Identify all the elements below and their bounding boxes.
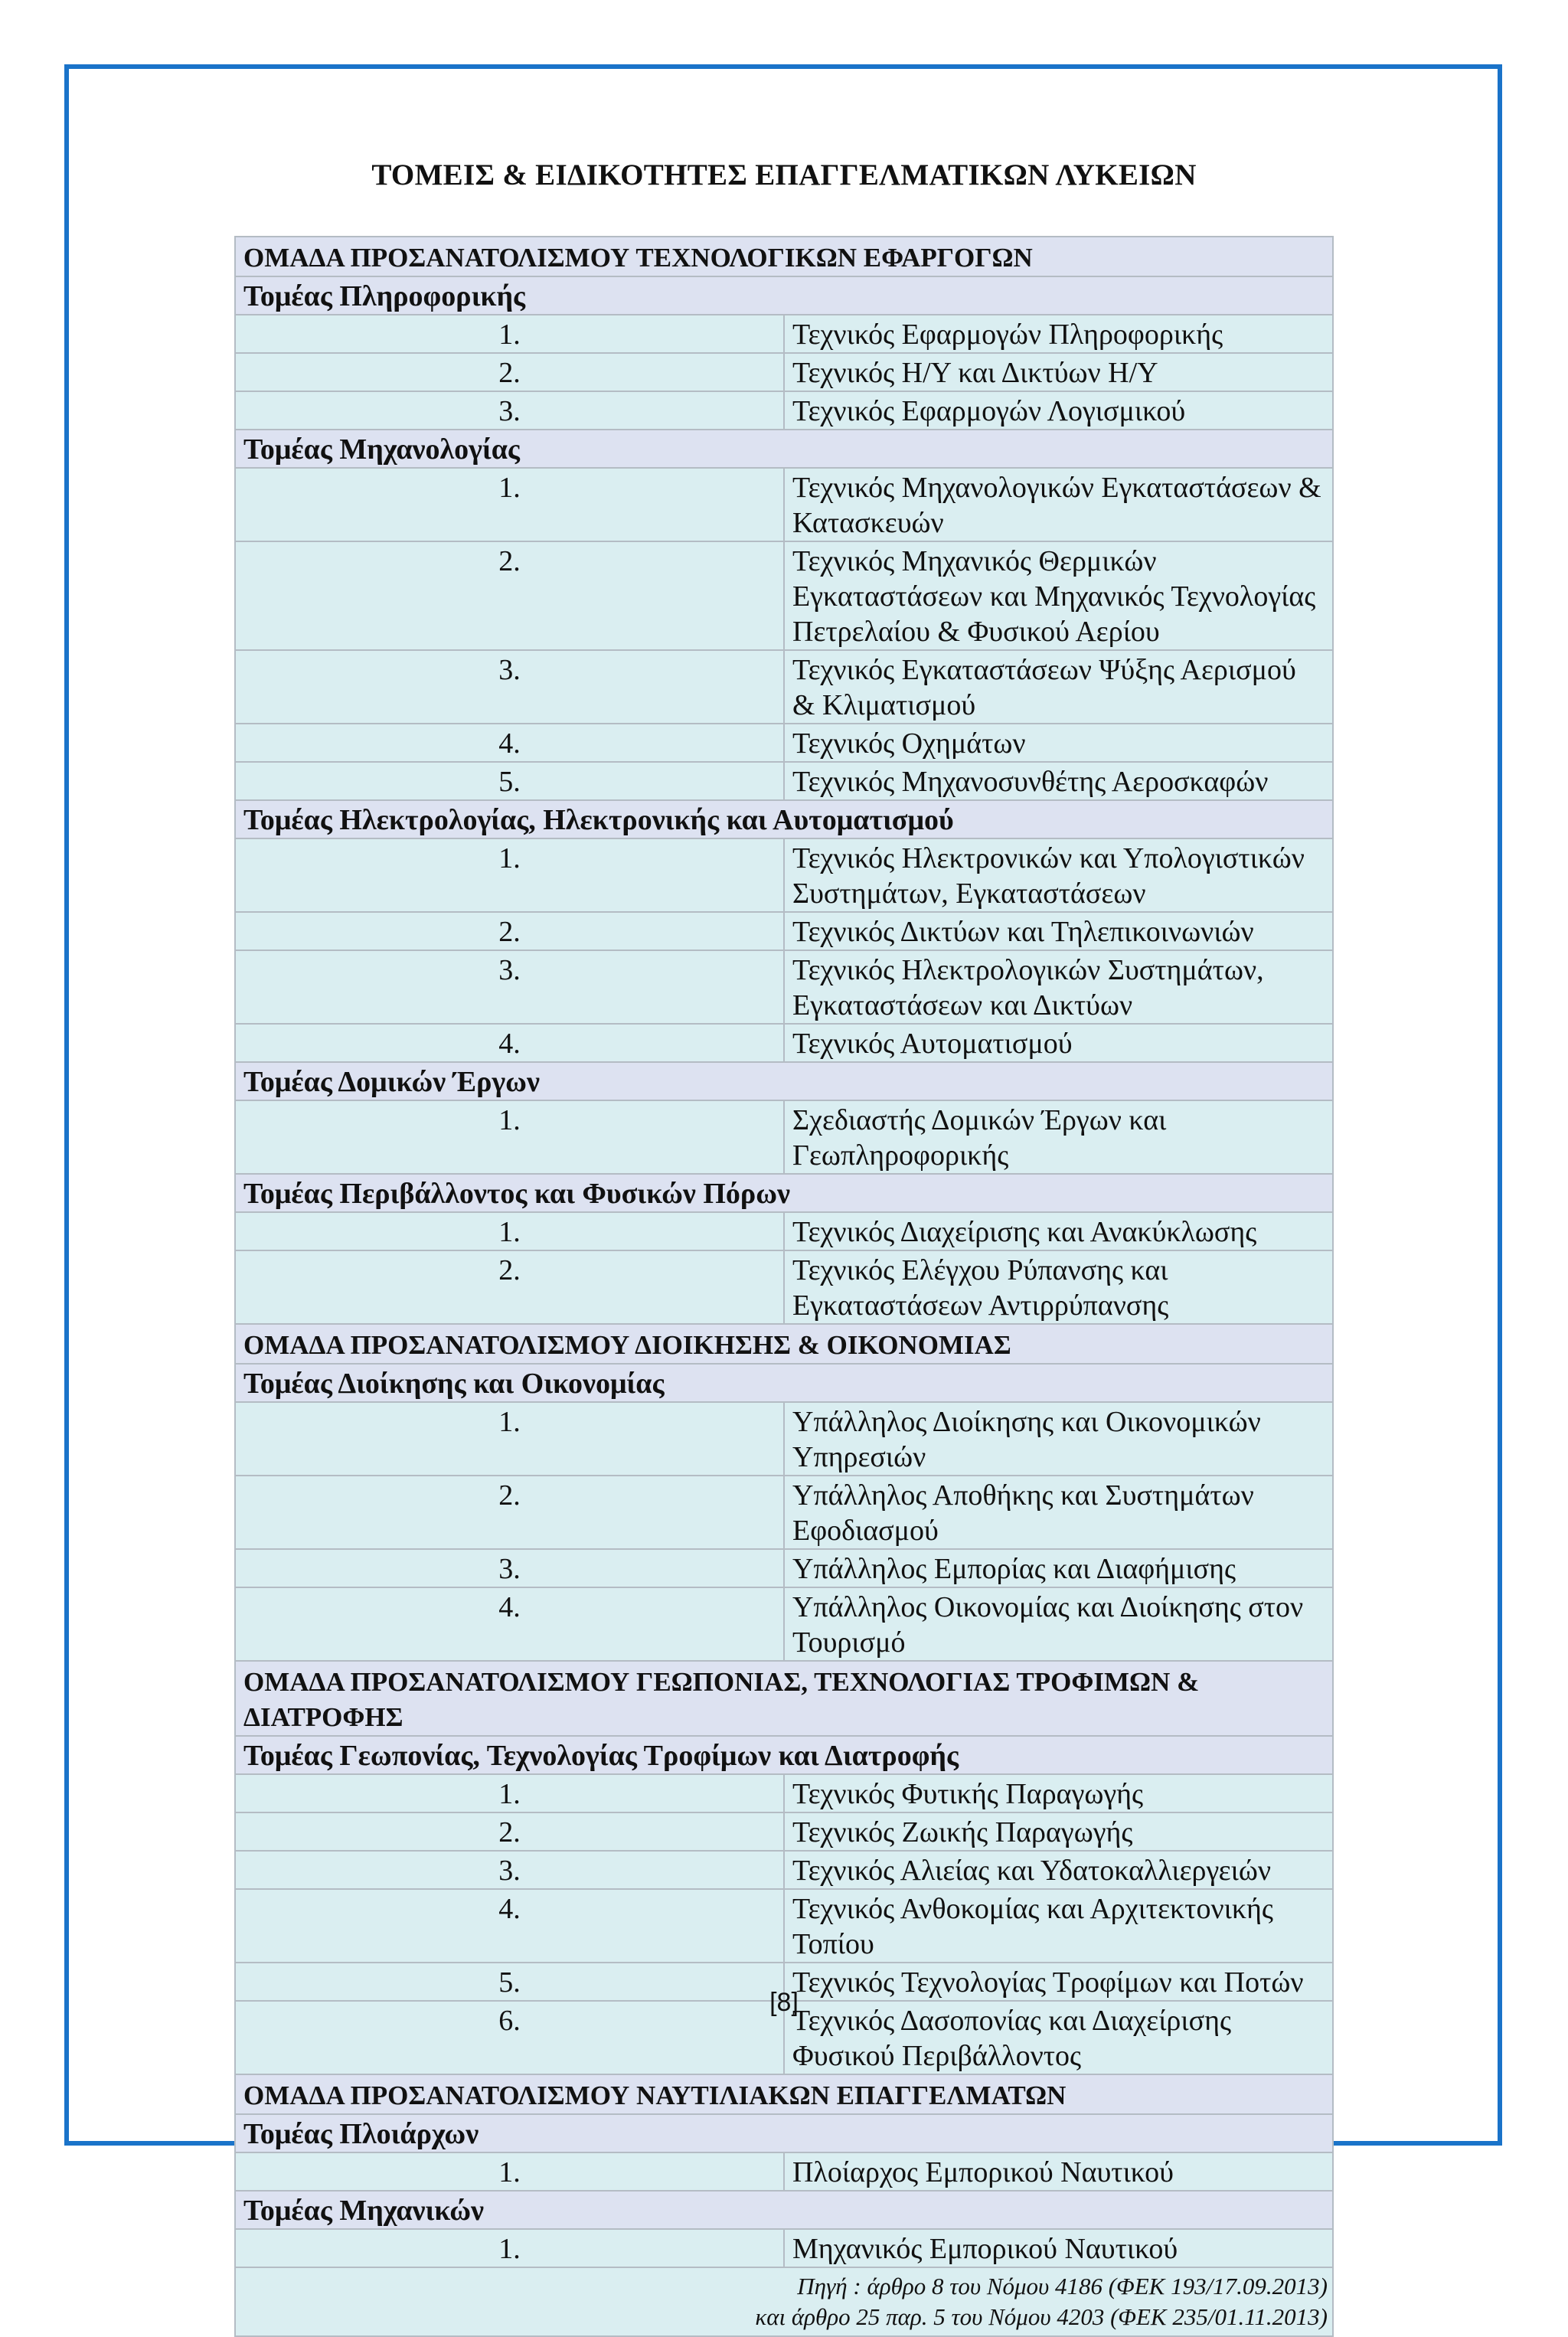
sector-title: Τομέας Διοίκησης και Οικονομίας (235, 1364, 1333, 1402)
specialty-number: 1. (235, 1100, 784, 1174)
specialty-name: Τεχνικός Εφαρμογών Λογισμικού (784, 391, 1333, 430)
specialty-row (235, 1250, 1333, 1324)
group-title: ΟΜΑΔΑ ΠΡΟΣΑΝΑΤΟΛΙΣΜΟΥ ΔΙΟΙΚΗΣΗΣ & ΟΙΚΟΝΟΜΙΑΣ (235, 1324, 1333, 1364)
source-line-1: Πηγή : άρθρο 8 του Νόμου 4186 (ΦΕΚ 193/17.09.2013) (797, 2273, 1328, 2299)
specialty-name: Τεχνικός Ηλεκτρολογικών Συστημάτων, Εγκαταστάσεων και Δικτύων (784, 950, 1333, 1024)
specialty-number: 1. (235, 2229, 784, 2267)
sector-row (235, 1736, 1333, 1774)
specialty-name: Τεχνικός Ηλεκτρονικών και Υπολογιστικών Συστημάτων, Εγκαταστάσεων (784, 838, 1333, 912)
specialty-row (235, 1774, 1333, 1812)
specialty-name: Πλοίαρχος Εμπορικού Ναυτικού (784, 2152, 1333, 2191)
specialty-name: Τεχνικός Αλιείας και Υδατοκαλλιεργειών (784, 1851, 1333, 1889)
specialty-name: Τεχνικός Τεχνολογίας Τροφίμων και Ποτών (784, 1963, 1333, 2001)
specialty-row (235, 391, 1333, 430)
specialty-name: Υπάλληλος Οικονομίας και Διοίκησης στον Τουρισμό (784, 1587, 1333, 1661)
specialty-row (235, 724, 1333, 762)
specialty-number: 5. (235, 762, 784, 800)
group-row (235, 2074, 1333, 2114)
specialty-number: 1. (235, 838, 784, 912)
specialty-number: 4. (235, 1587, 784, 1661)
sector-title: Τομέας Μηχανολογίας (235, 430, 1333, 468)
specialty-name: Τεχνικός Ανθοκομίας και Αρχιτεκτονικής Τοπίου (784, 1889, 1333, 1963)
specialty-name: Σχεδιαστής Δομικών Έργων και Γεωπληροφορικής (784, 1100, 1333, 1174)
specialty-name: Τεχνικός Η/Υ και Δικτύων Η/Υ (784, 353, 1333, 391)
specialty-name: Τεχνικός Ελέγχου Ρύπανσης και Εγκαταστάσεων Αντιρρύπανσης (784, 1250, 1333, 1324)
specialty-number: 2. (235, 912, 784, 950)
specialty-number: 6. (235, 2001, 784, 2074)
specialty-number: 2. (235, 541, 784, 650)
specialties-table-body (235, 237, 1333, 2336)
sector-title: Τομέας Δομικών Έργων (235, 1062, 1333, 1100)
specialty-number: 4. (235, 1889, 784, 1963)
specialty-name: Τεχνικός Ζωικής Παραγωγής (784, 1812, 1333, 1851)
specialty-row (235, 762, 1333, 800)
specialty-name: Τεχνικός Διαχείρισης και Ανακύκλωσης (784, 1212, 1333, 1250)
specialty-name: Υπάλληλος Αποθήκης και Συστημάτων Εφοδιασμού (784, 1476, 1333, 1549)
specialty-number: 1. (235, 468, 784, 541)
sector-title: Τομέας Γεωπονίας, Τεχνολογίας Τροφίμων και Διατροφής (235, 1736, 1333, 1774)
specialty-name: Τεχνικός Εφαρμογών Πληροφορικής (784, 315, 1333, 353)
sector-title: Τομέας Ηλεκτρολογίας, Ηλεκτρονικής και Αυτοματισμού (235, 800, 1333, 838)
specialty-number: 4. (235, 1024, 784, 1062)
specialty-row (235, 1587, 1333, 1661)
specialty-number: 2. (235, 1476, 784, 1549)
specialty-number: 1. (235, 2152, 784, 2191)
page-number: [8] (769, 1988, 799, 2017)
specialty-row (235, 2229, 1333, 2267)
specialty-number: 5. (235, 1963, 784, 2001)
specialty-number: 3. (235, 650, 784, 724)
specialty-number: 2. (235, 353, 784, 391)
specialty-row (235, 1402, 1333, 1476)
group-row (235, 1324, 1333, 1364)
specialty-row (235, 1212, 1333, 1250)
specialties-table (234, 236, 1334, 2337)
page-title: ΤΟΜΕΙΣ & ΕΙΔΙΚΟΤΗΤΕΣ ΕΠΑΓΓΕΛΜΑΤΙΚΩΝ ΛΥΚΕΙΩΝ (371, 159, 1197, 191)
specialty-row (235, 1100, 1333, 1174)
sector-row (235, 1062, 1333, 1100)
specialty-row (235, 2152, 1333, 2191)
specialty-number: 2. (235, 1812, 784, 1851)
specialty-number: 1. (235, 315, 784, 353)
sector-title: Τομέας Πλοιάρχων (235, 2114, 1333, 2152)
sector-row (235, 430, 1333, 468)
specialty-row (235, 315, 1333, 353)
specialty-name: Υπάλληλος Διοίκησης και Οικονομικών Υπηρεσιών (784, 1402, 1333, 1476)
specialty-row (235, 1889, 1333, 1963)
group-row (235, 237, 1333, 276)
specialty-row (235, 1024, 1333, 1062)
sector-row (235, 1364, 1333, 1402)
specialty-name: Τεχνικός Δικτύων και Τηλεπικοινωνιών (784, 912, 1333, 950)
specialty-number: 3. (235, 391, 784, 430)
sector-title: Τομέας Περιβάλλοντος και Φυσικών Πόρων (235, 1174, 1333, 1212)
group-title: ΟΜΑΔΑ ΠΡΟΣΑΝΑΤΟΛΙΣΜΟΥ ΓΕΩΠΟΝΙΑΣ, ΤΕΧΝΟΛΟΓΙΑΣ ΤΡΟΦΙΜΩΝ & ΔΙΑΤΡΟΦΗΣ (235, 1661, 1333, 1736)
specialty-row (235, 353, 1333, 391)
specialty-row (235, 468, 1333, 541)
source-note (235, 2267, 1333, 2336)
specialty-row (235, 912, 1333, 950)
specialty-number: 1. (235, 1402, 784, 1476)
sector-row (235, 800, 1333, 838)
group-title: ΟΜΑΔΑ ΠΡΟΣΑΝΑΤΟΛΙΣΜΟΥ ΤΕΧΝΟΛΟΓΙΚΩΝ ΕΦΑΡΓΟΓΩΝ (235, 237, 1333, 276)
sector-row (235, 1174, 1333, 1212)
sector-row (235, 2114, 1333, 2152)
sector-title: Τομέας Μηχανικών (235, 2191, 1333, 2229)
sector-row (235, 276, 1333, 315)
specialty-number: 1. (235, 1774, 784, 1812)
specialty-name: Μηχανικός Εμπορικού Ναυτικού (784, 2229, 1333, 2267)
sector-row (235, 2191, 1333, 2229)
specialty-row (235, 541, 1333, 650)
specialty-name: Τεχνικός Μηχανικός Θερμικών Εγκαταστάσεων και Μηχανικός Τεχνολογίας Πετρελαίου & Φυσικού Αερίου (784, 541, 1333, 650)
specialty-number: 4. (235, 724, 784, 762)
source-row (235, 2267, 1333, 2336)
specialty-number: 1. (235, 1212, 784, 1250)
specialty-row (235, 1476, 1333, 1549)
specialty-name: Τεχνικός Δασοπονίας και Διαχείρισης Φυσικού Περιβάλλοντος (784, 2001, 1333, 2074)
specialty-row (235, 1549, 1333, 1587)
specialty-row (235, 838, 1333, 912)
sector-title: Τομέας Πληροφορικής (235, 276, 1333, 315)
specialty-row (235, 950, 1333, 1024)
specialty-name: Τεχνικός Οχημάτων (784, 724, 1333, 762)
specialty-name: Τεχνικός Εγκαταστάσεων Ψύξης Αερισμού & Κλιματισμού (784, 650, 1333, 724)
specialty-name: Υπάλληλος Εμπορίας και Διαφήμισης (784, 1549, 1333, 1587)
specialty-number: 3. (235, 1549, 784, 1587)
specialty-row (235, 1812, 1333, 1851)
specialty-name: Τεχνικός Αυτοματισμού (784, 1024, 1333, 1062)
source-line-2: και άρθρο 25 παρ. 5 του Νόμου 4203 (ΦΕΚ 235/01.11.2013) (755, 2303, 1328, 2330)
specialty-name: Τεχνικός Φυτικής Παραγωγής (784, 1774, 1333, 1812)
specialty-number: 3. (235, 950, 784, 1024)
specialty-row (235, 1851, 1333, 1889)
specialty-name: Τεχνικός Μηχανολογικών Εγκαταστάσεων & Κατασκευών (784, 468, 1333, 541)
specialty-row (235, 650, 1333, 724)
specialty-number: 2. (235, 1250, 784, 1324)
group-title: ΟΜΑΔΑ ΠΡΟΣΑΝΑΤΟΛΙΣΜΟΥ ΝΑΥΤΙΛΙΑΚΩΝ ΕΠΑΓΓΕΛΜΑΤΩΝ (235, 2074, 1333, 2114)
specialty-name: Τεχνικός Μηχανοσυνθέτης Αεροσκαφών (784, 762, 1333, 800)
group-row (235, 1661, 1333, 1736)
specialty-number: 3. (235, 1851, 784, 1889)
